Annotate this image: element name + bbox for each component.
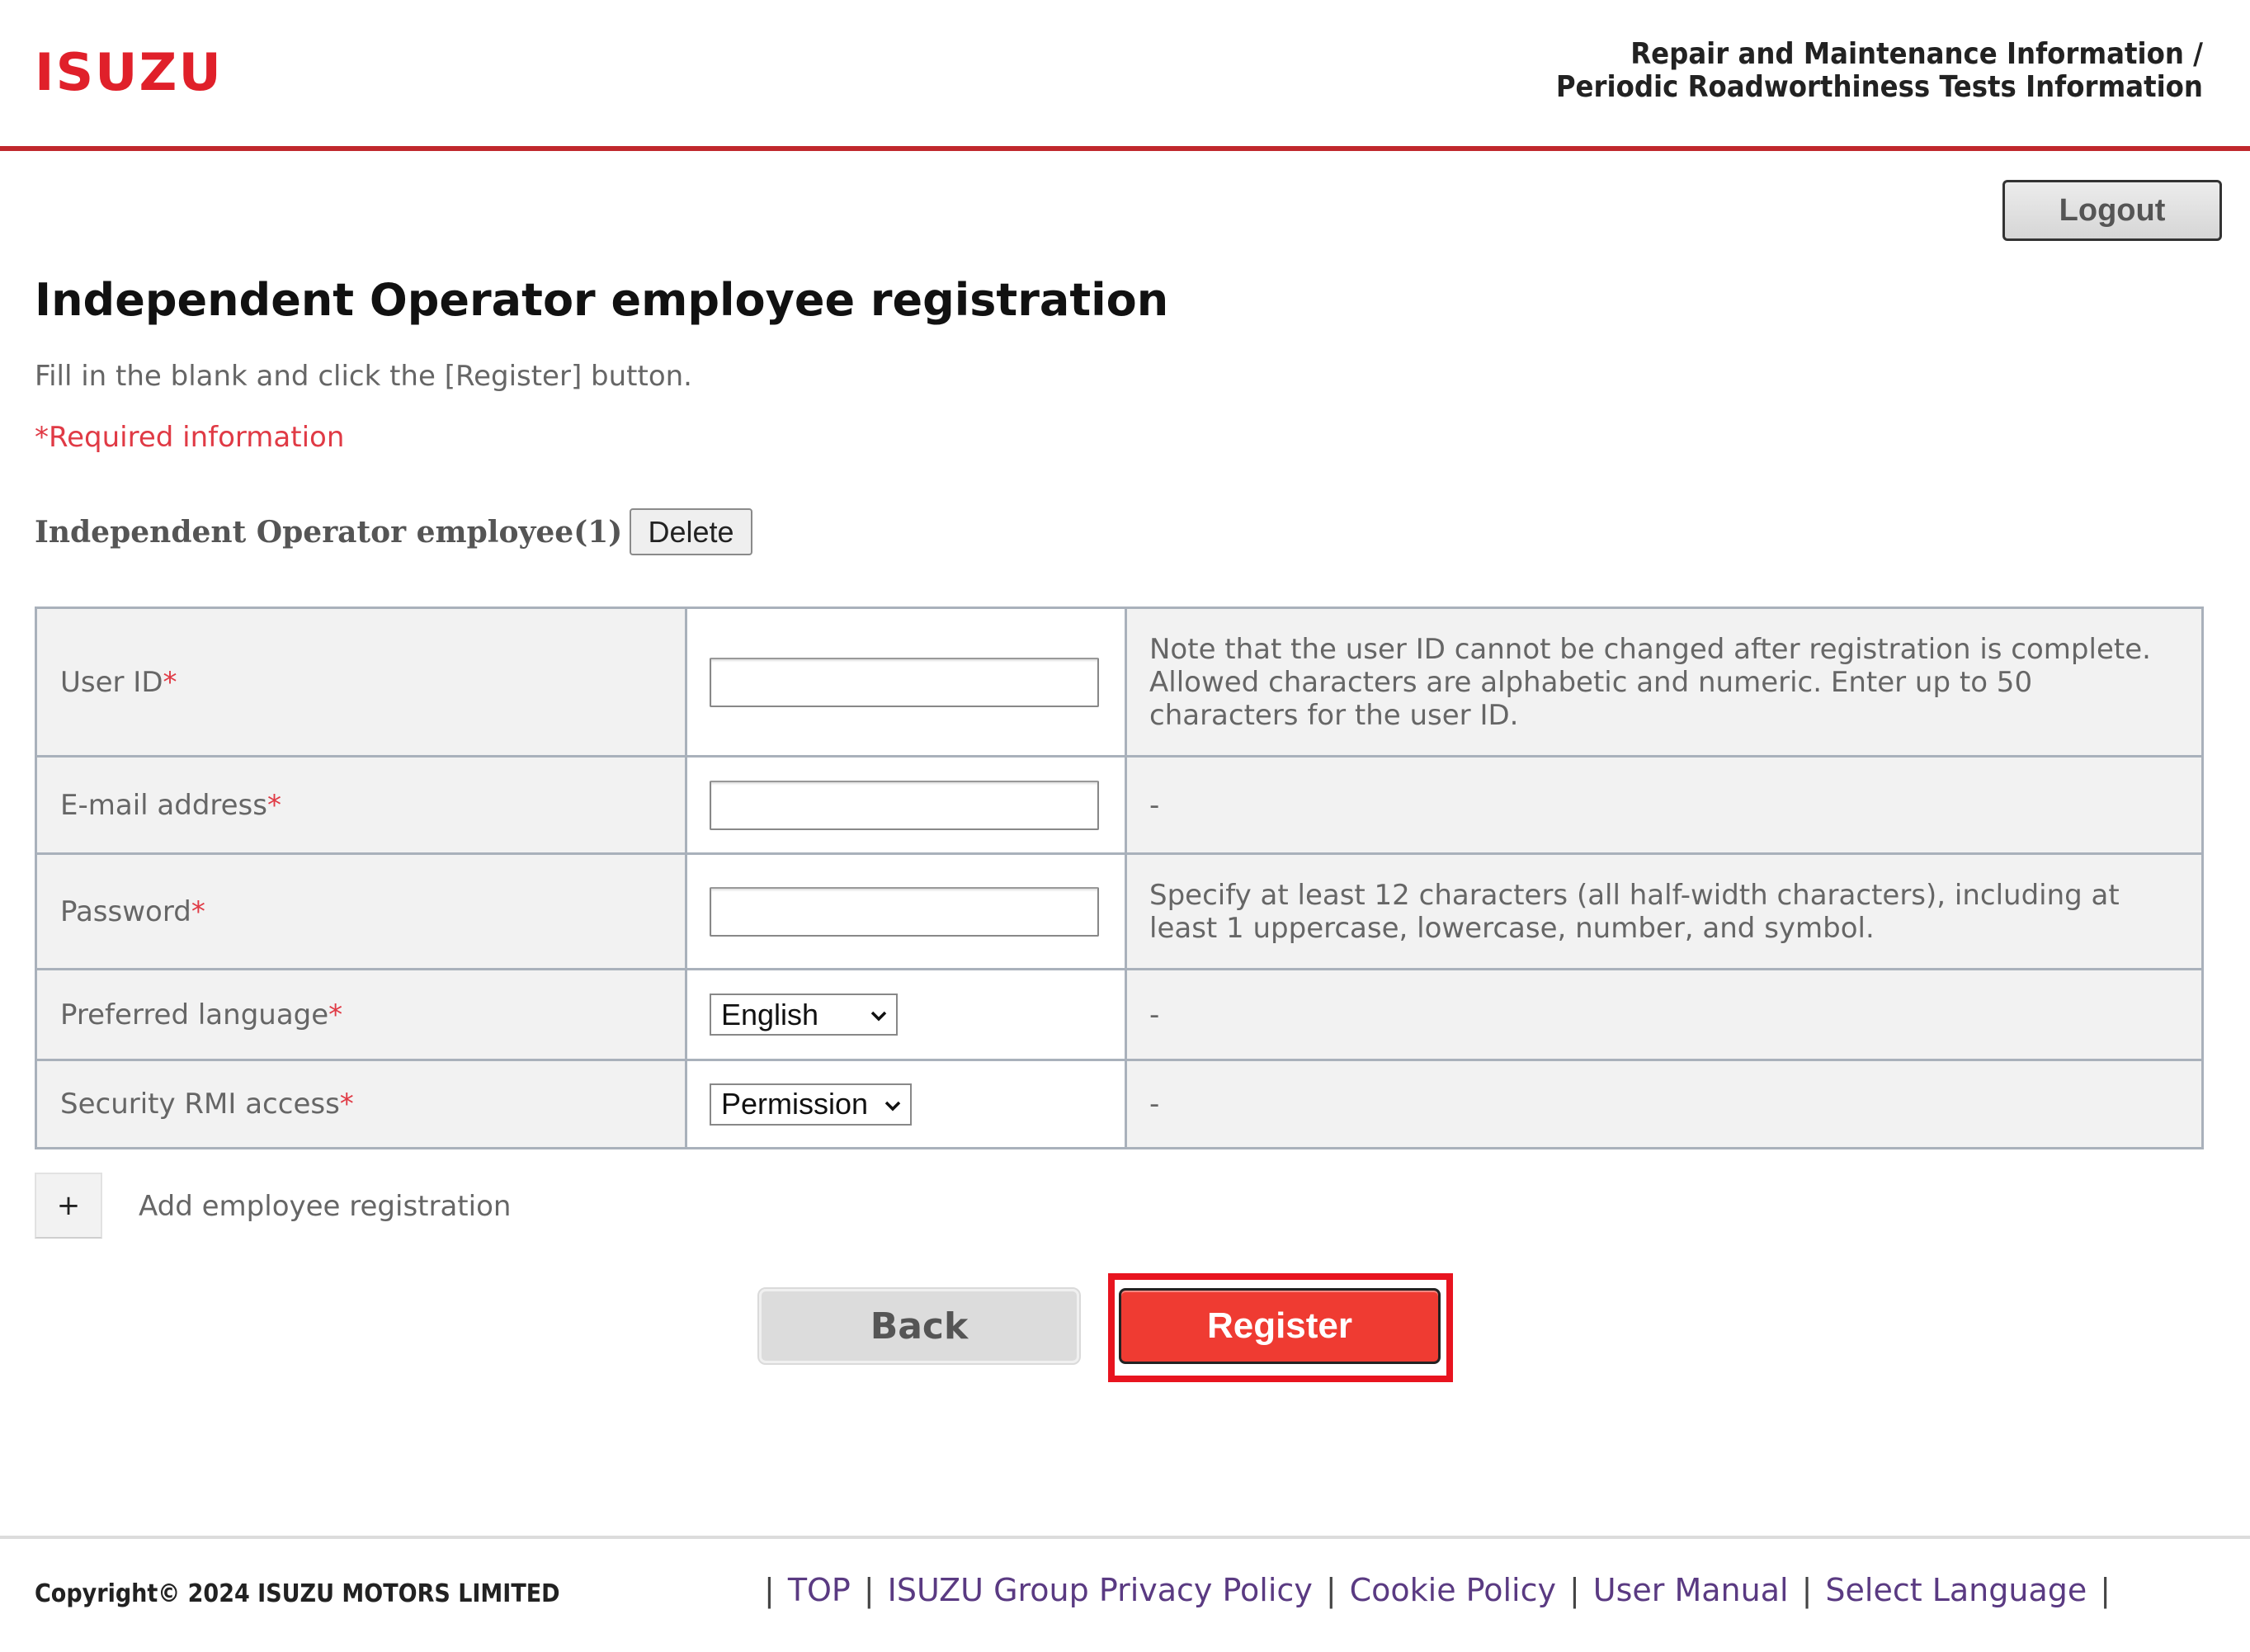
user-id-input[interactable] (710, 658, 1099, 707)
preferred-language-select[interactable] (710, 994, 898, 1036)
footer-link-top[interactable]: TOP (787, 1572, 851, 1608)
add-employee-button[interactable]: + (35, 1173, 102, 1239)
link-separator: | (863, 1572, 875, 1608)
site-title-line1: Repair and Maintenance Information / (1630, 37, 2203, 71)
email-input[interactable] (710, 781, 1099, 830)
link-separator: | (1568, 1572, 1580, 1608)
required-info-note: *Required information (35, 421, 345, 454)
form-row-security-rmi (36, 1060, 2203, 1149)
language-label: Preferred language* (36, 970, 686, 1060)
site-title (1556, 38, 2203, 104)
link-separator: | (2100, 1572, 2111, 1608)
email-note: - (1126, 757, 2203, 854)
user-id-note: Note that the user ID cannot be changed after registration is complete. Allowed characters are alphabetic and numeric. Enter up to 50 characters for the user ID. (1126, 608, 2203, 757)
form-row-password (36, 854, 2203, 970)
copyright-text: Copyright© 2024 ISUZU MOTORS LIMITED (35, 1579, 560, 1608)
page-title: Independent Operator employee registration (35, 274, 1169, 326)
language-note: - (1126, 970, 2203, 1060)
chevron-down-icon (884, 1097, 902, 1115)
security-rmi-select[interactable] (710, 1083, 912, 1126)
link-separator: | (764, 1572, 775, 1608)
security-rmi-value: Permission (721, 1087, 869, 1121)
footer-link-select-language[interactable]: Select Language (1825, 1572, 2087, 1608)
footer-link-privacy-policy[interactable]: ISUZU Group Privacy Policy (887, 1572, 1313, 1608)
footer-link-user-manual[interactable]: User Manual (1592, 1572, 1789, 1608)
footer-link-cookie-policy[interactable]: Cookie Policy (1349, 1572, 1556, 1608)
form-row-user-id (36, 608, 2203, 757)
delete-employee-button[interactable]: Delete (630, 508, 752, 555)
required-asterisk: * (328, 998, 343, 1031)
security-rmi-note: - (1126, 1060, 2203, 1149)
security-rmi-label: Security RMI access* (36, 1060, 686, 1149)
required-asterisk: * (163, 665, 177, 699)
password-input[interactable] (710, 887, 1099, 937)
user-id-label: User ID* (36, 608, 686, 757)
password-note: Specify at least 12 characters (all half-width characters), including at least 1 uppercase, lowercase, number, and symbol. (1126, 854, 2203, 970)
logout-button[interactable]: Logout (2002, 180, 2222, 241)
form-row-language (36, 970, 2203, 1060)
register-button[interactable]: Register (1119, 1288, 1441, 1364)
instructions-text: Fill in the blank and click the [Register] button. (35, 360, 692, 393)
required-asterisk: * (339, 1088, 354, 1121)
header-divider (0, 146, 2250, 151)
employee-section-label: Independent Operator employee(1) (35, 515, 623, 550)
form-row-email (36, 757, 2203, 854)
footer-links (764, 1569, 2124, 1611)
link-separator: | (1325, 1572, 1337, 1608)
registration-form-table (35, 607, 2204, 1149)
footer-divider (0, 1536, 2250, 1539)
link-separator: | (1801, 1572, 1813, 1608)
back-button[interactable]: Back (759, 1289, 1079, 1363)
isuzu-logo: ISUZU (35, 42, 223, 102)
preferred-language-value: English (721, 997, 819, 1031)
required-asterisk: * (191, 894, 205, 928)
site-title-line2: Periodic Roadworthiness Tests Information (1555, 70, 2203, 104)
email-label: E-mail address* (36, 757, 686, 854)
add-employee-label: Add employee registration (139, 1190, 512, 1223)
chevron-down-icon (870, 1007, 888, 1025)
required-asterisk: * (267, 788, 281, 822)
password-label: Password* (36, 854, 686, 970)
